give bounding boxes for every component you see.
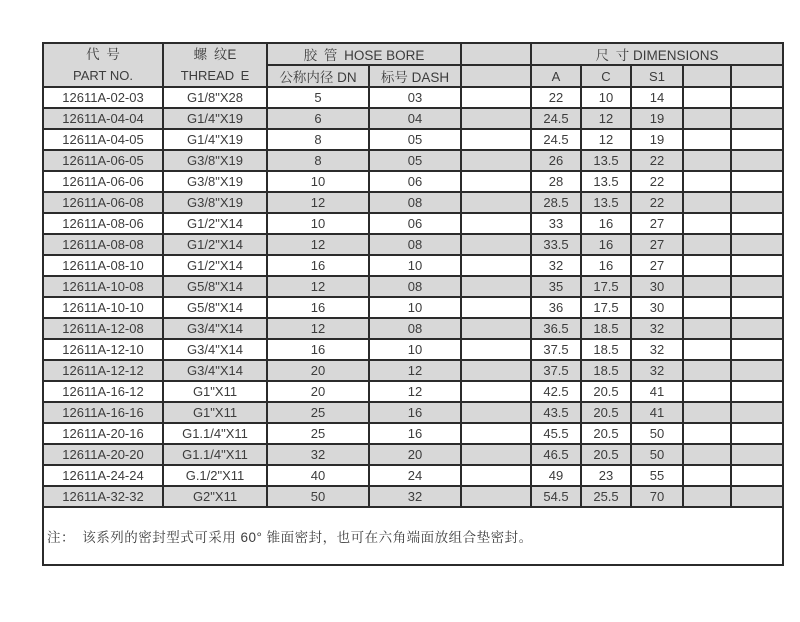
table-row xyxy=(43,150,783,171)
dim-a-cell: 37.5 xyxy=(531,339,581,360)
dim-s1-cell: 30 xyxy=(631,297,683,318)
table-row xyxy=(43,402,783,423)
part-no-cell: 12611A-02-03 xyxy=(43,87,163,108)
table-footer xyxy=(43,507,783,565)
dim-c-cell: 17.5 xyxy=(581,297,631,318)
thread-cell: G1"X11 xyxy=(163,402,267,423)
dim-c-cell: 20.5 xyxy=(581,402,631,423)
dim-a-cell: 35 xyxy=(531,276,581,297)
thread-cell: G1/2"X14 xyxy=(163,234,267,255)
thread-cell: G3/8"X19 xyxy=(163,192,267,213)
table-row xyxy=(43,255,783,276)
dash-cell: 06 xyxy=(369,171,461,192)
part-no-cell: 12611A-04-05 xyxy=(43,129,163,150)
dim-s1-cell: 70 xyxy=(631,486,683,507)
header-dn: 公称内径 DN xyxy=(267,65,369,87)
dn-cell: 8 xyxy=(267,129,369,150)
spacer-cell xyxy=(683,108,731,129)
dim-c-cell: 10 xyxy=(581,87,631,108)
dash-cell: 12 xyxy=(369,360,461,381)
header-part-no-en: PART NO. xyxy=(73,68,133,83)
dn-cell: 12 xyxy=(267,192,369,213)
table-row xyxy=(43,423,783,444)
spacer-cell xyxy=(731,87,783,108)
spacer-cell xyxy=(683,129,731,150)
dn-cell: 10 xyxy=(267,171,369,192)
part-no-cell: 12611A-12-12 xyxy=(43,360,163,381)
spacer-cell xyxy=(461,129,531,150)
dim-s1-cell: 22 xyxy=(631,171,683,192)
spacer-cell xyxy=(731,255,783,276)
spacer-cell xyxy=(461,234,531,255)
dn-cell: 50 xyxy=(267,486,369,507)
dim-c-cell: 13.5 xyxy=(581,171,631,192)
part-no-cell: 12611A-08-06 xyxy=(43,213,163,234)
spacer-cell xyxy=(683,276,731,297)
dim-s1-cell: 32 xyxy=(631,339,683,360)
thread-cell: G1.1/4"X11 xyxy=(163,444,267,465)
table-row xyxy=(43,465,783,486)
dn-cell: 12 xyxy=(267,276,369,297)
spacer-cell xyxy=(461,339,531,360)
spacer-cell xyxy=(731,171,783,192)
thread-cell: G1/4"X19 xyxy=(163,108,267,129)
dn-cell: 5 xyxy=(267,87,369,108)
dash-cell: 08 xyxy=(369,318,461,339)
dim-a-cell: 42.5 xyxy=(531,381,581,402)
thread-cell: G.1/2"X11 xyxy=(163,465,267,486)
spacer-cell xyxy=(731,150,783,171)
part-no-cell: 12611A-10-10 xyxy=(43,297,163,318)
dash-cell: 08 xyxy=(369,276,461,297)
spacer-cell xyxy=(461,318,531,339)
thread-cell: G3/8"X19 xyxy=(163,150,267,171)
dim-a-cell: 49 xyxy=(531,465,581,486)
spacer-cell xyxy=(683,234,731,255)
dim-s1-cell: 14 xyxy=(631,87,683,108)
dash-cell: 08 xyxy=(369,192,461,213)
table-row xyxy=(43,108,783,129)
spacer-cell xyxy=(683,423,731,444)
dim-s1-cell: 27 xyxy=(631,255,683,276)
part-no-cell: 12611A-06-08 xyxy=(43,192,163,213)
spacer-cell xyxy=(461,255,531,276)
spec-table xyxy=(42,42,784,566)
dim-a-cell: 54.5 xyxy=(531,486,581,507)
spacer-cell xyxy=(731,465,783,486)
header-dimensions: 尺 寸 DIMENSIONS xyxy=(531,43,783,65)
dash-cell: 10 xyxy=(369,255,461,276)
part-no-cell: 12611A-10-08 xyxy=(43,276,163,297)
spacer-cell xyxy=(461,276,531,297)
spacer-cell xyxy=(461,486,531,507)
spacer-cell xyxy=(731,108,783,129)
dn-cell: 12 xyxy=(267,234,369,255)
spacer-cell xyxy=(683,87,731,108)
thread-cell: G1"X11 xyxy=(163,381,267,402)
dim-s1-cell: 55 xyxy=(631,465,683,486)
dim-c-cell: 23 xyxy=(581,465,631,486)
dn-cell: 16 xyxy=(267,255,369,276)
dn-cell: 8 xyxy=(267,150,369,171)
header-col-c: C xyxy=(581,65,631,87)
spacer-cell xyxy=(461,381,531,402)
dn-cell: 6 xyxy=(267,108,369,129)
dim-s1-cell: 19 xyxy=(631,129,683,150)
table-body xyxy=(43,87,783,507)
dim-a-cell: 46.5 xyxy=(531,444,581,465)
thread-cell: G3/4"X14 xyxy=(163,339,267,360)
thread-cell: G1/4"X19 xyxy=(163,129,267,150)
spacer-cell xyxy=(461,192,531,213)
dim-a-cell: 45.5 xyxy=(531,423,581,444)
dn-cell: 32 xyxy=(267,444,369,465)
spacer-cell xyxy=(731,297,783,318)
part-no-cell: 12611A-04-04 xyxy=(43,108,163,129)
dim-s1-cell: 30 xyxy=(631,276,683,297)
table-row xyxy=(43,318,783,339)
thread-cell: G1/2"X14 xyxy=(163,255,267,276)
thread-cell: G5/8"X14 xyxy=(163,297,267,318)
dim-a-cell: 28.5 xyxy=(531,192,581,213)
table-header xyxy=(43,43,783,87)
thread-cell: G3/8"X19 xyxy=(163,171,267,192)
table-row xyxy=(43,129,783,150)
dash-cell: 12 xyxy=(369,381,461,402)
dim-a-cell: 22 xyxy=(531,87,581,108)
dim-a-cell: 32 xyxy=(531,255,581,276)
dash-cell: 08 xyxy=(369,234,461,255)
dim-c-cell: 25.5 xyxy=(581,486,631,507)
footnote: 注： 该系列的密封型式可采用 60° 锥面密封，也可在六角端面放组合垫密封。 xyxy=(43,507,783,565)
dim-s1-cell: 50 xyxy=(631,444,683,465)
spacer-cell xyxy=(731,486,783,507)
header-spacer-top xyxy=(461,43,531,65)
dash-cell: 16 xyxy=(369,423,461,444)
spacer-cell xyxy=(683,297,731,318)
dim-s1-cell: 22 xyxy=(631,192,683,213)
dash-cell: 05 xyxy=(369,129,461,150)
header-spacer-mid xyxy=(461,65,531,87)
dim-c-cell: 16 xyxy=(581,255,631,276)
header-thread xyxy=(163,43,267,87)
spacer-cell xyxy=(461,108,531,129)
spacer-cell xyxy=(461,171,531,192)
table-row xyxy=(43,444,783,465)
dn-cell: 20 xyxy=(267,360,369,381)
dn-cell: 20 xyxy=(267,381,369,402)
header-row-1 xyxy=(43,43,783,65)
dash-cell: 32 xyxy=(369,486,461,507)
header-spacer-right-2 xyxy=(731,65,783,87)
catalog-page xyxy=(42,42,784,566)
dn-cell: 25 xyxy=(267,402,369,423)
dim-a-cell: 24.5 xyxy=(531,108,581,129)
thread-cell: G3/4"X14 xyxy=(163,318,267,339)
dim-a-cell: 36.5 xyxy=(531,318,581,339)
spacer-cell xyxy=(461,423,531,444)
dash-cell: 24 xyxy=(369,465,461,486)
spacer-cell xyxy=(683,381,731,402)
dim-c-cell: 18.5 xyxy=(581,339,631,360)
thread-cell: G1.1/4"X11 xyxy=(163,423,267,444)
table-row xyxy=(43,297,783,318)
part-no-cell: 12611A-06-06 xyxy=(43,171,163,192)
dash-cell: 04 xyxy=(369,108,461,129)
spacer-cell xyxy=(731,381,783,402)
dim-c-cell: 20.5 xyxy=(581,444,631,465)
spacer-cell xyxy=(683,318,731,339)
dim-c-cell: 17.5 xyxy=(581,276,631,297)
dash-cell: 10 xyxy=(369,297,461,318)
dim-a-cell: 33.5 xyxy=(531,234,581,255)
spacer-cell xyxy=(731,234,783,255)
dim-c-cell: 16 xyxy=(581,234,631,255)
header-col-a: A xyxy=(531,65,581,87)
dn-cell: 25 xyxy=(267,423,369,444)
header-spacer-right-1 xyxy=(683,65,731,87)
part-no-cell: 12611A-32-32 xyxy=(43,486,163,507)
spacer-cell xyxy=(683,402,731,423)
table-row xyxy=(43,87,783,108)
part-no-cell: 12611A-08-08 xyxy=(43,234,163,255)
spacer-cell xyxy=(683,339,731,360)
header-hose-bore: 胶 管 HOSE BORE xyxy=(267,43,461,65)
spacer-cell xyxy=(683,444,731,465)
header-part-no-zh: 代 号 xyxy=(86,47,120,62)
dim-s1-cell: 27 xyxy=(631,234,683,255)
dim-s1-cell: 32 xyxy=(631,318,683,339)
spacer-cell xyxy=(683,192,731,213)
thread-cell: G1/2"X14 xyxy=(163,213,267,234)
spacer-cell xyxy=(461,87,531,108)
dim-a-cell: 33 xyxy=(531,213,581,234)
dash-cell: 16 xyxy=(369,402,461,423)
part-no-cell: 12611A-16-12 xyxy=(43,381,163,402)
table-row xyxy=(43,381,783,402)
spacer-cell xyxy=(731,402,783,423)
part-no-cell: 12611A-16-16 xyxy=(43,402,163,423)
dim-s1-cell: 19 xyxy=(631,108,683,129)
dim-a-cell: 36 xyxy=(531,297,581,318)
header-thread-zh: 螺 纹E xyxy=(193,47,237,62)
dim-c-cell: 13.5 xyxy=(581,150,631,171)
dash-cell: 06 xyxy=(369,213,461,234)
table-row xyxy=(43,192,783,213)
table-row xyxy=(43,360,783,381)
thread-cell: G5/8"X14 xyxy=(163,276,267,297)
part-no-cell: 12611A-06-05 xyxy=(43,150,163,171)
spacer-cell xyxy=(683,150,731,171)
header-col-s1: S1 xyxy=(631,65,683,87)
header-thread-en: THREAD E xyxy=(180,68,250,83)
spacer-cell xyxy=(683,171,731,192)
dash-cell: 03 xyxy=(369,87,461,108)
thread-cell: G3/4"X14 xyxy=(163,360,267,381)
part-no-cell: 12611A-12-10 xyxy=(43,339,163,360)
dn-cell: 16 xyxy=(267,297,369,318)
header-part-no xyxy=(43,43,163,87)
spacer-cell xyxy=(731,129,783,150)
dim-c-cell: 18.5 xyxy=(581,360,631,381)
header-dash: 标号 DASH xyxy=(369,65,461,87)
dash-cell: 05 xyxy=(369,150,461,171)
dn-cell: 16 xyxy=(267,339,369,360)
spacer-cell xyxy=(461,402,531,423)
dim-c-cell: 20.5 xyxy=(581,381,631,402)
part-no-cell: 12611A-20-16 xyxy=(43,423,163,444)
dim-c-cell: 20.5 xyxy=(581,423,631,444)
part-no-cell: 12611A-12-08 xyxy=(43,318,163,339)
dim-s1-cell: 41 xyxy=(631,381,683,402)
dim-a-cell: 43.5 xyxy=(531,402,581,423)
dim-s1-cell: 22 xyxy=(631,150,683,171)
spacer-cell xyxy=(731,444,783,465)
spacer-cell xyxy=(461,360,531,381)
dim-c-cell: 18.5 xyxy=(581,318,631,339)
dim-a-cell: 26 xyxy=(531,150,581,171)
dim-a-cell: 37.5 xyxy=(531,360,581,381)
table-row xyxy=(43,486,783,507)
dash-cell: 10 xyxy=(369,339,461,360)
dim-c-cell: 13.5 xyxy=(581,192,631,213)
spacer-cell xyxy=(461,150,531,171)
dash-cell: 20 xyxy=(369,444,461,465)
spacer-cell xyxy=(683,465,731,486)
spacer-cell xyxy=(683,360,731,381)
part-no-cell: 12611A-08-10 xyxy=(43,255,163,276)
part-no-cell: 12611A-20-20 xyxy=(43,444,163,465)
spacer-cell xyxy=(731,276,783,297)
table-row xyxy=(43,234,783,255)
spacer-cell xyxy=(731,423,783,444)
spacer-cell xyxy=(461,213,531,234)
thread-cell: G2"X11 xyxy=(163,486,267,507)
dn-cell: 12 xyxy=(267,318,369,339)
dn-cell: 40 xyxy=(267,465,369,486)
spacer-cell xyxy=(731,339,783,360)
spacer-cell xyxy=(683,255,731,276)
dim-c-cell: 16 xyxy=(581,213,631,234)
spacer-cell xyxy=(461,297,531,318)
dim-a-cell: 28 xyxy=(531,171,581,192)
spacer-cell xyxy=(731,213,783,234)
table-row xyxy=(43,339,783,360)
dim-c-cell: 12 xyxy=(581,108,631,129)
table-row xyxy=(43,276,783,297)
dim-a-cell: 24.5 xyxy=(531,129,581,150)
dim-s1-cell: 32 xyxy=(631,360,683,381)
dim-s1-cell: 50 xyxy=(631,423,683,444)
spacer-cell xyxy=(461,465,531,486)
spacer-cell xyxy=(731,192,783,213)
dim-s1-cell: 27 xyxy=(631,213,683,234)
table-row xyxy=(43,213,783,234)
note-row xyxy=(43,507,783,565)
part-no-cell: 12611A-24-24 xyxy=(43,465,163,486)
dim-c-cell: 12 xyxy=(581,129,631,150)
table-row xyxy=(43,171,783,192)
dim-s1-cell: 41 xyxy=(631,402,683,423)
dn-cell: 10 xyxy=(267,213,369,234)
spacer-cell xyxy=(683,213,731,234)
spacer-cell xyxy=(731,360,783,381)
spacer-cell xyxy=(731,318,783,339)
thread-cell: G1/8"X28 xyxy=(163,87,267,108)
spacer-cell xyxy=(461,444,531,465)
spacer-cell xyxy=(683,486,731,507)
